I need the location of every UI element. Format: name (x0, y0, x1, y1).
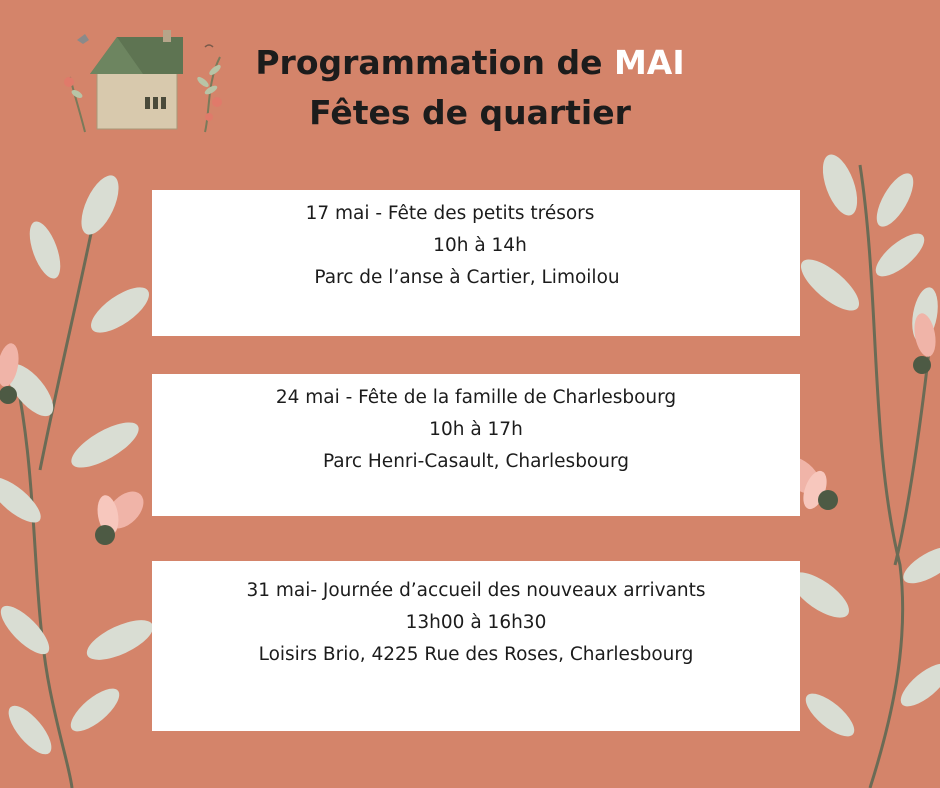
flower-bud (95, 485, 151, 545)
event-time: 10h à 17h (429, 419, 523, 440)
event-place: Parc de l’anse à Cartier, Limoilou (314, 267, 620, 288)
event-card (152, 190, 800, 336)
event-title: 17 mai - Fête des petits trésors (305, 203, 595, 224)
house-illustration (55, 22, 235, 142)
event-card (152, 561, 800, 731)
event-time: 10h à 14h (433, 235, 527, 256)
title-accent: MAI (613, 43, 685, 82)
title-prefix: Programmation de (255, 43, 614, 82)
event-place: Parc Henri-Casault, Charlesbourg (322, 451, 630, 472)
leafy-branch-left (0, 170, 160, 788)
page-subtitle: Fêtes de quartier (309, 93, 631, 132)
event-time: 13h00 à 16h30 (405, 612, 547, 633)
page-title (210, 40, 730, 140)
event-place: Loisirs Brio, 4225 Rue des Roses, Charlesbourg (258, 644, 694, 665)
event-title: 31 mai- Journée d’accueil des nouveaux arrivants (246, 580, 706, 601)
event-title: 24 mai - Fête de la famille de Charlesbourg (275, 387, 677, 408)
event-card (152, 374, 800, 516)
